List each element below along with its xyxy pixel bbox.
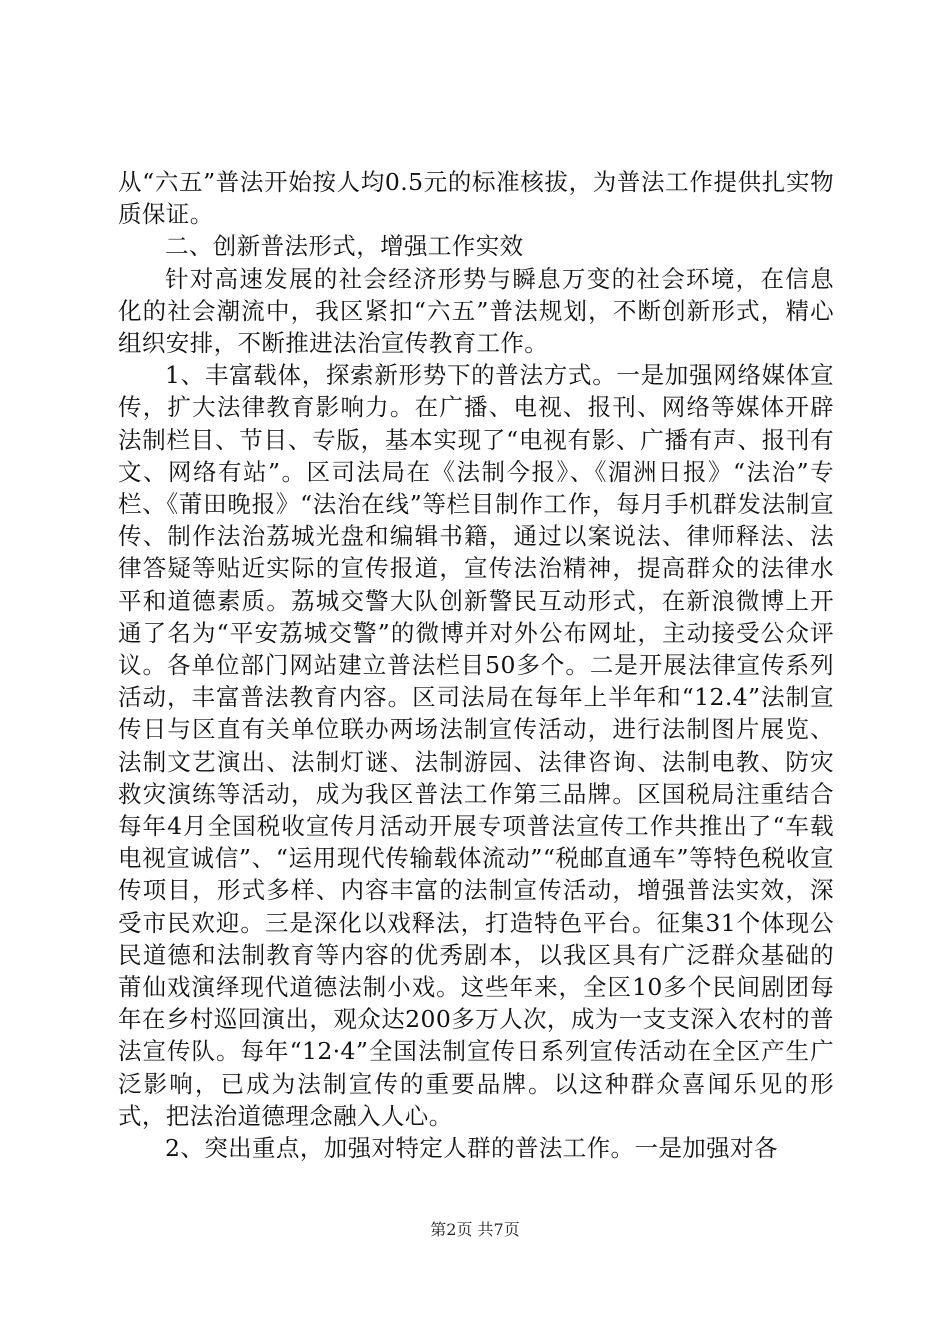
page-number-label: 第2页 共7页: [430, 1220, 520, 1239]
page-footer: [0, 1220, 950, 1240]
paragraph-item-1: 1、丰富载体，探索新形势下的普法方式。一是加强网络媒体宣传，扩大法律教育影响力。在广播、电视、报刊、网络等媒体开辟法制栏目、节目、专版，基本实现了“电视有影、广播有声、报刊有文、网络有站”。区司法局在《法制今报》、《湄洲日报》“法治”专栏、《莆田晚报》“法治在线”等栏目制作工作，每月手机群发法制宣传、制作法治荔城光盘和编辑书籍，通过以案说法、律师释法、法律答疑等贴近实际的宣传报道，宣传法治精神，提高群众的法律水平和道德素质。荔城交警大队创新警民互动形式，在新浪微博上开通了名为“平安荔城交警”的微博并对外公布网址，主动接受公众评议。各单位部门网站建立普法栏目50多个。二是开展法律宣传系列活动，丰富普法教育内容。区司法局在每年上半年和“12.4”法制宣传日与区直有关单位联办两场法制宣传活动，进行法制图片展览、法制文艺演出、法制灯谜、法制游园、法律咨询、法制电教、防灾救灾演练等活动，成为我区普法工作第三品牌。区国税局注重结合每年4月全国税收宣传月活动开展专项普法宣传工作共推出了“车载电视宣诚信”、“运用现代传输载体流动”“税邮直通车”等特色税收宣传项目，形式多样、内容丰富的法制宣传活动，增强普法实效，深受市民欢迎。三是深化以戏释法，打造特色平台。征集31个体现公民道德和法制教育等内容的优秀剧本，以我区具有广泛群众基础的莆仙戏演绎现代道德法制小戏。这些年来，全区10多个民间剧团每年在乡村巡回演出，观众达200多万人次，成为一支支深入农村的普法宣传队。每年“12·4”全国法制宣传日系列宣传活动在全区产生广泛影响，已成为法制宣传的重要品牌。以这种群众喜闻乐见的形式，把法治道德理念融入人心。: [118, 361, 834, 1130]
document-body: [118, 166, 834, 1164]
paragraph-item-2: 2、突出重点，加强对特定人群的普法工作。一是加强对各: [165, 1134, 778, 1163]
paragraph-funding: 从“六五”普法开始按人均0.5元的标准核拔，为普法工作提供扎实物质保证。: [118, 168, 834, 229]
paragraph-intro: 针对高速发展的社会经济形势与瞬息万变的社会环境，在信息化的社会潮流中，我区紧扣“六五”普法规划，不断创新形式，精心组织安排，不断推进法治宣传教育工作。: [118, 264, 834, 358]
section-heading-innovation: 二、创新普法形式，增强工作实效: [165, 232, 524, 261]
